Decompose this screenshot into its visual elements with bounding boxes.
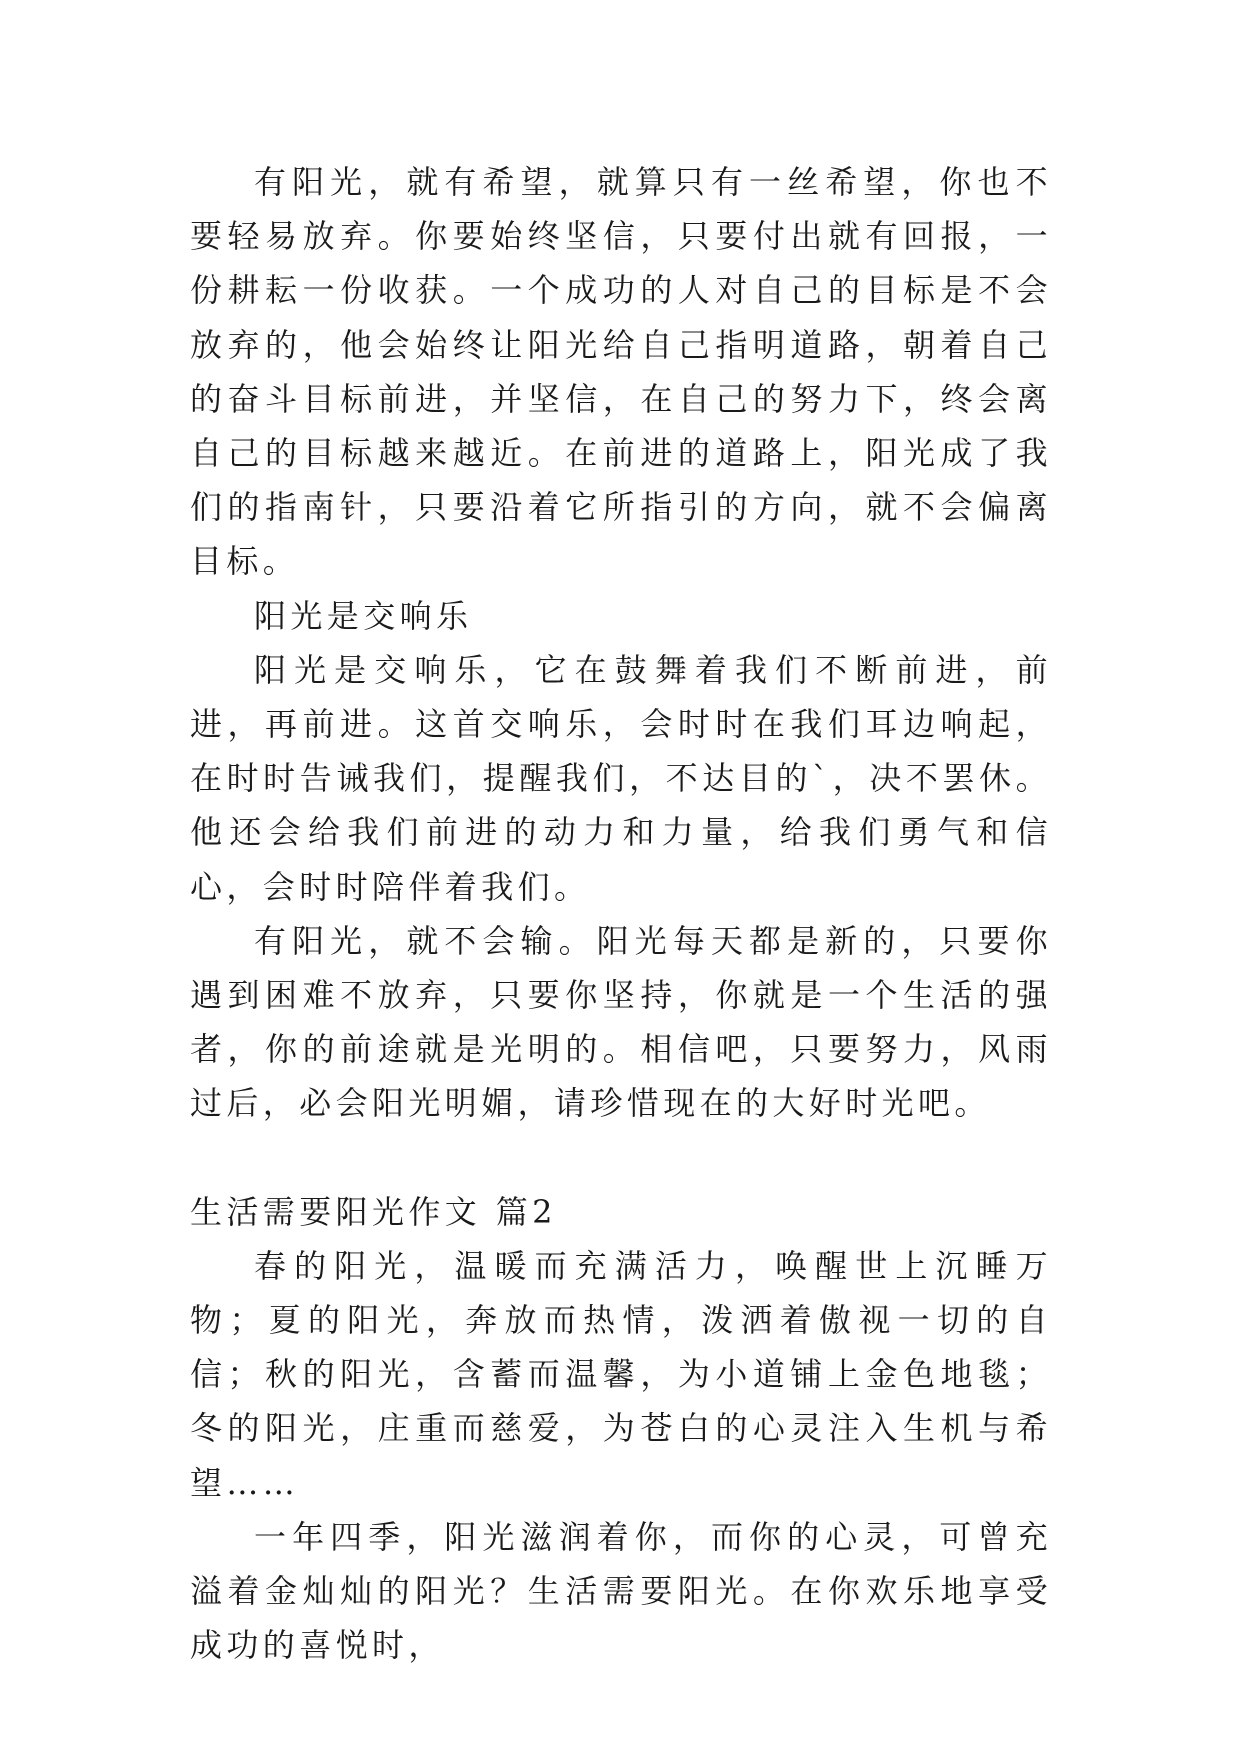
subheading-symphony: 阳光是交响乐 [254, 596, 473, 635]
paragraph-four-seasons: 一年四季，阳光滋润着你，而你的心灵，可曾充溢着金灿灿的阳光？生活需要阳光。在你欢乐地享受成功的喜悦时， [190, 1517, 1052, 1665]
section-title: 生活需要阳光作文 篇2 [190, 1192, 557, 1231]
paragraph-seasons: 春的阳光，温暖而充满活力，唤醒世上沉睡万物；夏的阳光，奔放而热情，泼洒着傲视一切的自信；秋的阳光，含蓄而温馨，为小道铺上金色地毯；冬的阳光，庄重而慈爱，为苍白的心灵注入生机与希望…… [190, 1246, 1052, 1502]
paragraph-never-lose: 有阳光，就不会输。阳光每天都是新的，只要你遇到困难不放弃，只要你坚持，你就是一个生活的强者，你的前途就是光明的。相信吧，只要努力，风雨过后，必会阳光明媚，请珍惜现在的大好时光吧。 [190, 921, 1052, 1123]
paragraph-hope: 有阳光，就有希望，就算只有一丝希望，你也不要轻易放弃。你要始终坚信，只要付出就有回报，一份耕耘一份收获。一个成功的人对自己的目标是不会放弃的，他会始终让阳光给自己指明道路，朝着自己的奋斗目标前进，并坚信，在自己的努力下，终会离自己的目标越来越近。在前进的道路上，阳光成了我们的指南针，只要沿着它所指引的方向，就不会偏离目标。 [190, 163, 1052, 581]
document-body [190, 155, 1052, 1672]
paragraph-symphony: 阳光是交响乐，它在鼓舞着我们不断前进，前进，再前进。这首交响乐，会时时在我们耳边响起，在时时告诫我们，提醒我们，不达目的`，决不罢休。他还会给我们前进的动力和力量，给我们勇气和信心，会时时陪伴着我们。 [190, 650, 1052, 906]
